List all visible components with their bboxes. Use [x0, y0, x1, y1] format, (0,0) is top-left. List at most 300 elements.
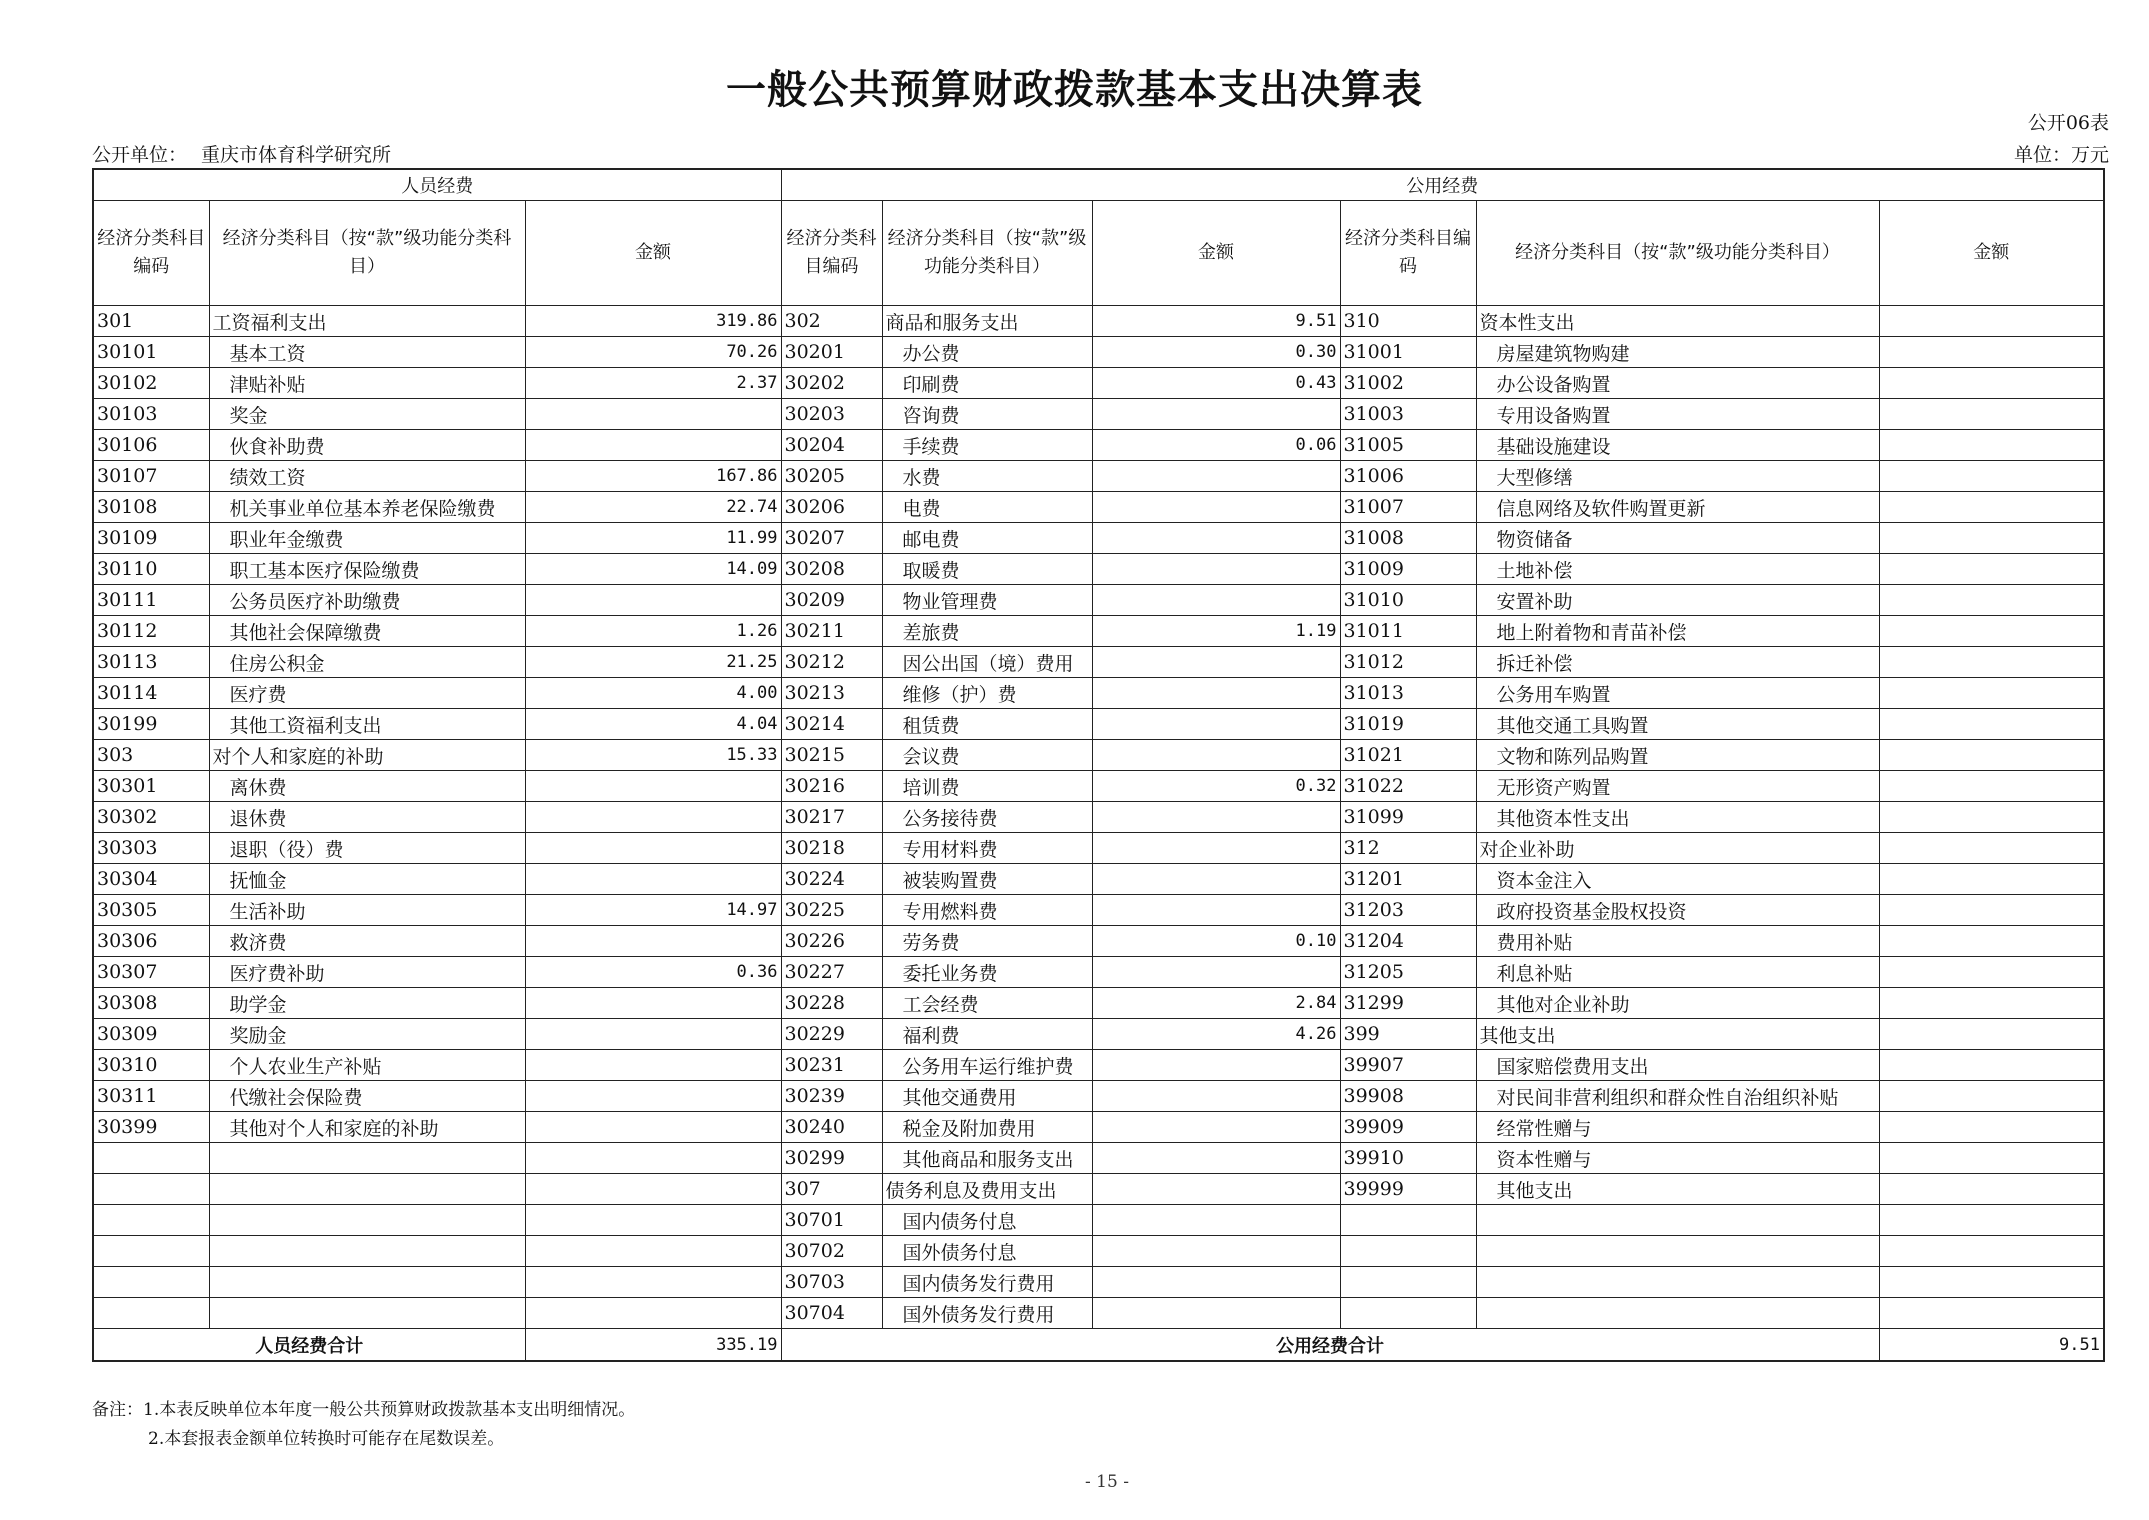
personnel-amount	[525, 988, 781, 1019]
public-item: 邮电费	[882, 523, 1092, 554]
personnel-item: 奖金	[209, 399, 525, 430]
capital-amount	[1879, 1236, 2104, 1267]
capital-amount	[1879, 802, 2104, 833]
personnel-item: 离休费	[209, 771, 525, 802]
table-row	[93, 709, 2104, 740]
personnel-item	[209, 1174, 525, 1205]
col-header-amount-mid: 金额	[1092, 201, 1340, 306]
public-amount	[1092, 647, 1340, 678]
capital-item: 地上附着物和青苗补偿	[1476, 616, 1879, 647]
personnel-code: 30102	[93, 368, 209, 399]
personnel-code	[93, 1205, 209, 1236]
personnel-item: 津贴补贴	[209, 368, 525, 399]
public-amount: 0.43	[1092, 368, 1340, 399]
personnel-amount	[525, 430, 781, 461]
personnel-amount: 21.25	[525, 647, 781, 678]
capital-amount	[1879, 740, 2104, 771]
personnel-code: 30109	[93, 523, 209, 554]
capital-code: 31006	[1340, 461, 1476, 492]
capital-code: 31299	[1340, 988, 1476, 1019]
capital-amount	[1879, 523, 2104, 554]
public-item: 国外债务付息	[882, 1236, 1092, 1267]
personnel-item	[209, 1298, 525, 1329]
public-item: 福利费	[882, 1019, 1092, 1050]
public-code: 30204	[781, 430, 882, 461]
table-row	[93, 1205, 2104, 1236]
personnel-amount	[525, 864, 781, 895]
capital-amount	[1879, 709, 2104, 740]
public-amount	[1092, 957, 1340, 988]
capital-amount	[1879, 895, 2104, 926]
capital-amount	[1879, 461, 2104, 492]
personnel-code: 30110	[93, 554, 209, 585]
capital-item: 费用补贴	[1476, 926, 1879, 957]
public-code: 30704	[781, 1298, 882, 1329]
personnel-item	[209, 1267, 525, 1298]
col-header-code-mid: 经济分类科目编码	[781, 201, 882, 306]
public-amount	[1092, 1081, 1340, 1112]
capital-amount	[1879, 864, 2104, 895]
capital-code: 31010	[1340, 585, 1476, 616]
capital-item	[1476, 1205, 1879, 1236]
table-row	[93, 306, 2104, 337]
capital-item: 拆迁补偿	[1476, 647, 1879, 678]
personnel-amount	[525, 1174, 781, 1205]
personnel-item: 代缴社会保险费	[209, 1081, 525, 1112]
personnel-code: 30101	[93, 337, 209, 368]
capital-amount	[1879, 337, 2104, 368]
personnel-code: 30303	[93, 833, 209, 864]
public-code: 30209	[781, 585, 882, 616]
capital-item: 物资储备	[1476, 523, 1879, 554]
table-row	[93, 833, 2104, 864]
col-header-name: 经济分类科目（按“款”级功能分类科目）	[209, 201, 525, 306]
public-amount: 0.30	[1092, 337, 1340, 368]
table-row	[93, 1236, 2104, 1267]
capital-amount	[1879, 1019, 2104, 1050]
public-amount	[1092, 461, 1340, 492]
public-code: 30205	[781, 461, 882, 492]
note-1: 备注：1.本表反映单位本年度一般公共预算财政拨款基本支出明细情况。	[92, 1400, 636, 1420]
public-item: 因公出国（境）费用	[882, 647, 1092, 678]
capital-amount	[1879, 771, 2104, 802]
col-header-name-mid: 经济分类科目（按“款”级功能分类科目）	[882, 201, 1092, 306]
capital-item: 文物和陈列品购置	[1476, 740, 1879, 771]
capital-item: 对企业补助	[1476, 833, 1879, 864]
personnel-code: 30309	[93, 1019, 209, 1050]
table-row	[93, 771, 2104, 802]
personnel-code: 30107	[93, 461, 209, 492]
public-code: 302	[781, 306, 882, 337]
public-code: 30213	[781, 678, 882, 709]
personnel-amount: 0.36	[525, 957, 781, 988]
public-item: 取暖费	[882, 554, 1092, 585]
personnel-code: 30111	[93, 585, 209, 616]
personnel-item: 住房公积金	[209, 647, 525, 678]
public-amount	[1092, 554, 1340, 585]
public-item: 国内债务发行费用	[882, 1267, 1092, 1298]
public-code: 30228	[781, 988, 882, 1019]
capital-code: 39907	[1340, 1050, 1476, 1081]
table-row	[93, 616, 2104, 647]
public-amount: 1.19	[1092, 616, 1340, 647]
capital-code: 31005	[1340, 430, 1476, 461]
personnel-amount: 70.26	[525, 337, 781, 368]
public-item: 商品和服务支出	[882, 306, 1092, 337]
capital-amount	[1879, 1112, 2104, 1143]
public-amount	[1092, 864, 1340, 895]
page-number: - 15 -	[1085, 1472, 1129, 1492]
capital-item: 资本金注入	[1476, 864, 1879, 895]
capital-code: 31008	[1340, 523, 1476, 554]
reporting-unit	[92, 140, 391, 167]
public-item: 其他交通费用	[882, 1081, 1092, 1112]
capital-amount	[1879, 1143, 2104, 1174]
capital-item: 办公设备购置	[1476, 368, 1879, 399]
capital-code: 31019	[1340, 709, 1476, 740]
personnel-code: 30311	[93, 1081, 209, 1112]
table-row	[93, 895, 2104, 926]
personnel-code: 30103	[93, 399, 209, 430]
public-amount	[1092, 833, 1340, 864]
table-row	[93, 554, 2104, 585]
column-header-row	[93, 201, 2104, 306]
personnel-item: 伙食补助费	[209, 430, 525, 461]
public-item: 国外债务发行费用	[882, 1298, 1092, 1329]
personnel-amount: 4.04	[525, 709, 781, 740]
section-personnel: 人员经费	[93, 169, 781, 201]
personnel-code: 303	[93, 740, 209, 771]
capital-code: 31009	[1340, 554, 1476, 585]
capital-item: 对民间非营利组织和群众性自治组织补贴	[1476, 1081, 1879, 1112]
public-code: 30225	[781, 895, 882, 926]
public-code: 30202	[781, 368, 882, 399]
personnel-code: 30113	[93, 647, 209, 678]
capital-item: 资本性赠与	[1476, 1143, 1879, 1174]
capital-item: 信息网络及软件购置更新	[1476, 492, 1879, 523]
capital-code: 310	[1340, 306, 1476, 337]
table-row	[93, 926, 2104, 957]
personnel-code: 30399	[93, 1112, 209, 1143]
capital-item: 安置补助	[1476, 585, 1879, 616]
personnel-code: 30114	[93, 678, 209, 709]
public-code: 30211	[781, 616, 882, 647]
personnel-code: 30108	[93, 492, 209, 523]
table-row	[93, 957, 2104, 988]
personnel-amount: 4.00	[525, 678, 781, 709]
personnel-code: 30305	[93, 895, 209, 926]
personnel-code	[93, 1298, 209, 1329]
capital-amount	[1879, 585, 2104, 616]
public-code: 30215	[781, 740, 882, 771]
table-body	[93, 306, 2104, 1329]
personnel-amount: 11.99	[525, 523, 781, 554]
personnel-item	[209, 1236, 525, 1267]
public-item: 劳务费	[882, 926, 1092, 957]
table-row	[93, 740, 2104, 771]
public-item: 物业管理费	[882, 585, 1092, 616]
public-item: 被装购置费	[882, 864, 1092, 895]
capital-item: 利息补贴	[1476, 957, 1879, 988]
public-item: 委托业务费	[882, 957, 1092, 988]
public-code: 30240	[781, 1112, 882, 1143]
capital-code: 31003	[1340, 399, 1476, 430]
capital-item: 资本性支出	[1476, 306, 1879, 337]
public-amount	[1092, 1236, 1340, 1267]
capital-amount	[1879, 678, 2104, 709]
public-code: 30227	[781, 957, 882, 988]
personnel-amount	[525, 1267, 781, 1298]
public-amount	[1092, 740, 1340, 771]
personnel-amount: 22.74	[525, 492, 781, 523]
public-item: 差旅费	[882, 616, 1092, 647]
personnel-code: 30310	[93, 1050, 209, 1081]
personnel-item: 机关事业单位基本养老保险缴费	[209, 492, 525, 523]
personnel-item	[209, 1143, 525, 1174]
personnel-code	[93, 1174, 209, 1205]
personnel-code: 30302	[93, 802, 209, 833]
capital-item: 经常性赠与	[1476, 1112, 1879, 1143]
table-row	[93, 1019, 2104, 1050]
table-row	[93, 988, 2104, 1019]
personnel-amount	[525, 833, 781, 864]
personnel-item: 抚恤金	[209, 864, 525, 895]
table-row	[93, 399, 2104, 430]
public-code: 30203	[781, 399, 882, 430]
personnel-item: 职业年金缴费	[209, 523, 525, 554]
capital-code	[1340, 1267, 1476, 1298]
table-row	[93, 1112, 2104, 1143]
personnel-item: 工资福利支出	[209, 306, 525, 337]
capital-code: 31012	[1340, 647, 1476, 678]
col-header-amount-right: 金额	[1879, 201, 2104, 306]
public-amount	[1092, 399, 1340, 430]
public-code: 30207	[781, 523, 882, 554]
capital-amount	[1879, 368, 2104, 399]
personnel-item: 救济费	[209, 926, 525, 957]
personnel-amount: 14.09	[525, 554, 781, 585]
personnel-amount	[525, 926, 781, 957]
table-row	[93, 1298, 2104, 1329]
public-item: 维修（护）费	[882, 678, 1092, 709]
personnel-item: 退职（役）费	[209, 833, 525, 864]
capital-item: 大型修缮	[1476, 461, 1879, 492]
capital-code	[1340, 1205, 1476, 1236]
public-amount	[1092, 1298, 1340, 1329]
public-code: 30702	[781, 1236, 882, 1267]
public-total-label: 公用经费合计	[781, 1329, 1879, 1362]
capital-code	[1340, 1298, 1476, 1329]
notes	[92, 1396, 635, 1454]
expenditure-table	[92, 168, 2105, 1362]
public-amount	[1092, 492, 1340, 523]
public-amount	[1092, 802, 1340, 833]
capital-code: 31204	[1340, 926, 1476, 957]
public-code: 30224	[781, 864, 882, 895]
capital-code: 39908	[1340, 1081, 1476, 1112]
public-code: 30703	[781, 1267, 882, 1298]
capital-amount	[1879, 430, 2104, 461]
col-header-code: 经济分类科目编码	[93, 201, 209, 306]
personnel-item: 医疗费补助	[209, 957, 525, 988]
capital-amount	[1879, 1267, 2104, 1298]
capital-item: 其他支出	[1476, 1019, 1879, 1050]
personnel-amount: 14.97	[525, 895, 781, 926]
table-row	[93, 647, 2104, 678]
public-item: 租赁费	[882, 709, 1092, 740]
capital-amount	[1879, 399, 2104, 430]
public-item: 公务用车运行维护费	[882, 1050, 1092, 1081]
public-amount	[1092, 1050, 1340, 1081]
personnel-item: 其他社会保障缴费	[209, 616, 525, 647]
public-item: 专用燃料费	[882, 895, 1092, 926]
reporting-unit-label: 公开单位：	[92, 144, 188, 166]
public-item: 电费	[882, 492, 1092, 523]
capital-amount	[1879, 1174, 2104, 1205]
capital-code: 31203	[1340, 895, 1476, 926]
personnel-amount	[525, 585, 781, 616]
capital-code: 31201	[1340, 864, 1476, 895]
personnel-code: 30112	[93, 616, 209, 647]
public-amount	[1092, 523, 1340, 554]
personnel-amount: 1.26	[525, 616, 781, 647]
capital-item: 其他支出	[1476, 1174, 1879, 1205]
personnel-amount	[525, 802, 781, 833]
public-amount	[1092, 678, 1340, 709]
personnel-amount	[525, 771, 781, 802]
public-item: 工会经费	[882, 988, 1092, 1019]
public-amount: 4.26	[1092, 1019, 1340, 1050]
public-code: 30229	[781, 1019, 882, 1050]
capital-item: 专用设备购置	[1476, 399, 1879, 430]
totals-row	[93, 1329, 2104, 1362]
capital-code	[1340, 1236, 1476, 1267]
personnel-amount	[525, 1143, 781, 1174]
personnel-total-amount: 335.19	[525, 1329, 781, 1362]
capital-amount	[1879, 1298, 2104, 1329]
public-item: 办公费	[882, 337, 1092, 368]
capital-amount	[1879, 957, 2104, 988]
personnel-item: 助学金	[209, 988, 525, 1019]
personnel-amount	[525, 1236, 781, 1267]
personnel-amount: 2.37	[525, 368, 781, 399]
public-amount	[1092, 1205, 1340, 1236]
personnel-item: 退休费	[209, 802, 525, 833]
table-row	[93, 802, 2104, 833]
personnel-code: 30308	[93, 988, 209, 1019]
personnel-amount: 15.33	[525, 740, 781, 771]
personnel-item: 其他对个人和家庭的补助	[209, 1112, 525, 1143]
personnel-code: 30301	[93, 771, 209, 802]
section-public: 公用经费	[781, 169, 2104, 201]
page-title: 一般公共预算财政拨款基本支出决算表	[726, 67, 1423, 113]
capital-item: 政府投资基金股权投资	[1476, 895, 1879, 926]
public-item: 公务接待费	[882, 802, 1092, 833]
personnel-item: 生活补助	[209, 895, 525, 926]
personnel-code: 30199	[93, 709, 209, 740]
public-item: 印刷费	[882, 368, 1092, 399]
public-item: 水费	[882, 461, 1092, 492]
reporting-unit-name: 重庆市体育科学研究所	[201, 144, 392, 166]
public-code: 30218	[781, 833, 882, 864]
capital-code: 31002	[1340, 368, 1476, 399]
personnel-item: 绩效工资	[209, 461, 525, 492]
public-code: 30201	[781, 337, 882, 368]
public-amount: 0.06	[1092, 430, 1340, 461]
capital-code: 39999	[1340, 1174, 1476, 1205]
public-item: 债务利息及费用支出	[882, 1174, 1092, 1205]
public-amount: 0.10	[1092, 926, 1340, 957]
capital-amount	[1879, 1081, 2104, 1112]
public-amount: 2.84	[1092, 988, 1340, 1019]
capital-amount	[1879, 306, 2104, 337]
personnel-amount: 167.86	[525, 461, 781, 492]
public-code: 30214	[781, 709, 882, 740]
table-row	[93, 864, 2104, 895]
table-row	[93, 1050, 2104, 1081]
table-row	[93, 492, 2104, 523]
capital-code: 31007	[1340, 492, 1476, 523]
table-row	[93, 461, 2104, 492]
personnel-amount: 319.86	[525, 306, 781, 337]
capital-code: 31013	[1340, 678, 1476, 709]
personnel-amount	[525, 1298, 781, 1329]
public-item: 咨询费	[882, 399, 1092, 430]
public-code: 30217	[781, 802, 882, 833]
public-item: 税金及附加费用	[882, 1112, 1092, 1143]
capital-item: 公务用车购置	[1476, 678, 1879, 709]
capital-item	[1476, 1298, 1879, 1329]
public-code: 30239	[781, 1081, 882, 1112]
capital-code: 31205	[1340, 957, 1476, 988]
personnel-item: 职工基本医疗保险缴费	[209, 554, 525, 585]
capital-item: 国家赔偿费用支出	[1476, 1050, 1879, 1081]
personnel-item	[209, 1205, 525, 1236]
capital-amount	[1879, 616, 2104, 647]
table-row	[93, 1143, 2104, 1174]
table-row	[93, 1267, 2104, 1298]
public-item: 会议费	[882, 740, 1092, 771]
public-amount	[1092, 585, 1340, 616]
capital-amount	[1879, 1205, 2104, 1236]
personnel-amount	[525, 1019, 781, 1050]
capital-item	[1476, 1236, 1879, 1267]
capital-amount	[1879, 647, 2104, 678]
personnel-amount	[525, 1112, 781, 1143]
personnel-item: 公务员医疗补助缴费	[209, 585, 525, 616]
public-amount	[1092, 1174, 1340, 1205]
personnel-amount	[525, 1050, 781, 1081]
capital-code: 31011	[1340, 616, 1476, 647]
public-code: 30226	[781, 926, 882, 957]
personnel-code	[93, 1267, 209, 1298]
public-amount: 0.32	[1092, 771, 1340, 802]
capital-amount	[1879, 492, 2104, 523]
personnel-code: 30304	[93, 864, 209, 895]
public-item: 其他商品和服务支出	[882, 1143, 1092, 1174]
public-code: 30212	[781, 647, 882, 678]
personnel-item: 基本工资	[209, 337, 525, 368]
capital-item: 房屋建筑物购建	[1476, 337, 1879, 368]
personnel-amount	[525, 399, 781, 430]
personnel-code	[93, 1143, 209, 1174]
table-number: 公开06表	[2027, 112, 2109, 134]
public-amount: 9.51	[1092, 306, 1340, 337]
table-row	[93, 368, 2104, 399]
capital-item: 无形资产购置	[1476, 771, 1879, 802]
capital-code: 39910	[1340, 1143, 1476, 1174]
public-item: 手续费	[882, 430, 1092, 461]
